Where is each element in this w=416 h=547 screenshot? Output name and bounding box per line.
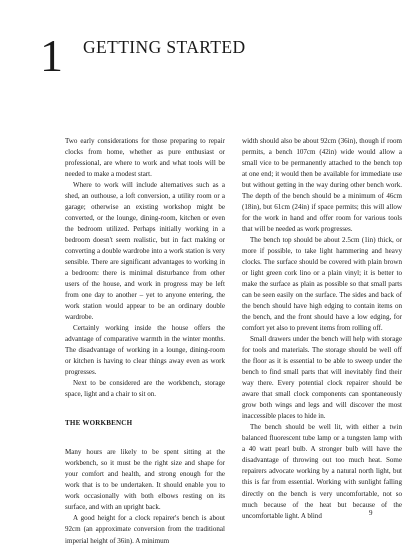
paragraph: Many hours are likely to be spent sitting at the workbench, so it must be the right size and shape for your comfort and health, and strong enough for the work that is to be undertaken. It should enable you to work occasionally with both elbows resting on its surface, and with an upright back. bbox=[65, 448, 225, 512]
paragraph: Next to be considered are the workbench, storage space, light and a chair to sit on. bbox=[65, 379, 225, 399]
paragraph: The bench should be well lit, with either a twin balanced fluorescent tube lamp or a tungsten lamp with a 40 watt pearl bulb. A stronger bulb will have the disadvantage of throwing out too much heat. Some repairers advocate working by a natural north light, but this is far from essential. Working with sunlight falling directly on the bench is very uncomfortable, not so much because of the heat but because of the uncomfortable light. A blind bbox=[242, 423, 402, 520]
paragraph: A good height for a clock repairer's bench is about 92cm (an approximate conversion from the traditional imperial height of 36in). A minimum bbox=[65, 514, 225, 545]
section-heading: THE WORKBENCH bbox=[65, 419, 133, 428]
paragraph: Small drawers under the bench will help with storage for tools and materials. The storage should be well off the floor as it is essential to be able to sweep under the bench to find small parts that will inevitably find their way there. Every potential clock repairer should be aware that small clock components can spontaneously grow both wings and legs and will discover the most inaccessible places to hide in. bbox=[242, 335, 402, 421]
chapter-number: 1 bbox=[40, 30, 63, 81]
right-column bbox=[242, 136, 402, 522]
paragraph: Where to work will include alternatives such as a shed, an outhouse, a loft conversion, a utility room or a garage; otherwise an existing workshop might be converted, or the lounge, dining-room, kitchen or even the bedroom utilized. Perhaps initially working in a bedroom doesn't seem realistic, but in fact making or converting a double wardrobe into a work station is very sensible. There are significant advantages to working in a bedroom: there is minimal disturbance from other users of the house, and work in progress may be left from one day to another – yet to anyone entering, the work station would appear to be an ordinary double wardrobe. bbox=[65, 181, 225, 322]
page-number: 9 bbox=[369, 509, 373, 517]
chapter-title: GETTING STARTED bbox=[83, 37, 246, 57]
paragraph: Certainly working inside the house offers the advantage of comparative warmth in the winter months. The disadvantage of working in a lounge, dining-room or kitchen is having to clear things away even as work progresses. bbox=[65, 324, 225, 377]
paragraph: width should also be about 92cm (36in), though if room permits, a bench 107cm (42in) wide would allow a small vice to be permanently attached to the bench top at one end; it would then be available for immediate use but without getting in the way during other bench work. The depth of the bench should be a minimum of 46cm (18in), but 61cm (24in) if space permits; this will allow for the work in hand and offer room for various tools that will be needed as work progresses. bbox=[242, 137, 402, 234]
paragraph: Two early considerations for those preparing to repair clocks from home, whether as pure enthusiast or professional, are where to work and what tools will be needed to make a modest start. bbox=[65, 137, 225, 179]
left-column bbox=[65, 136, 225, 547]
paragraph: The bench top should be about 2.5cm (1in) thick, or more if possible, to take light hammering and heavy clocks. The surface should be covered with plain brown or light green cork lino or a plain vinyl; it is better to make the surface as plain as possible so that small parts can be seen easily on the surface. The sides and back of the bench should have high edging to contain items on the bench, and the front should have a low edging, for comfort yet also to prevent items from rolling off. bbox=[242, 236, 402, 333]
